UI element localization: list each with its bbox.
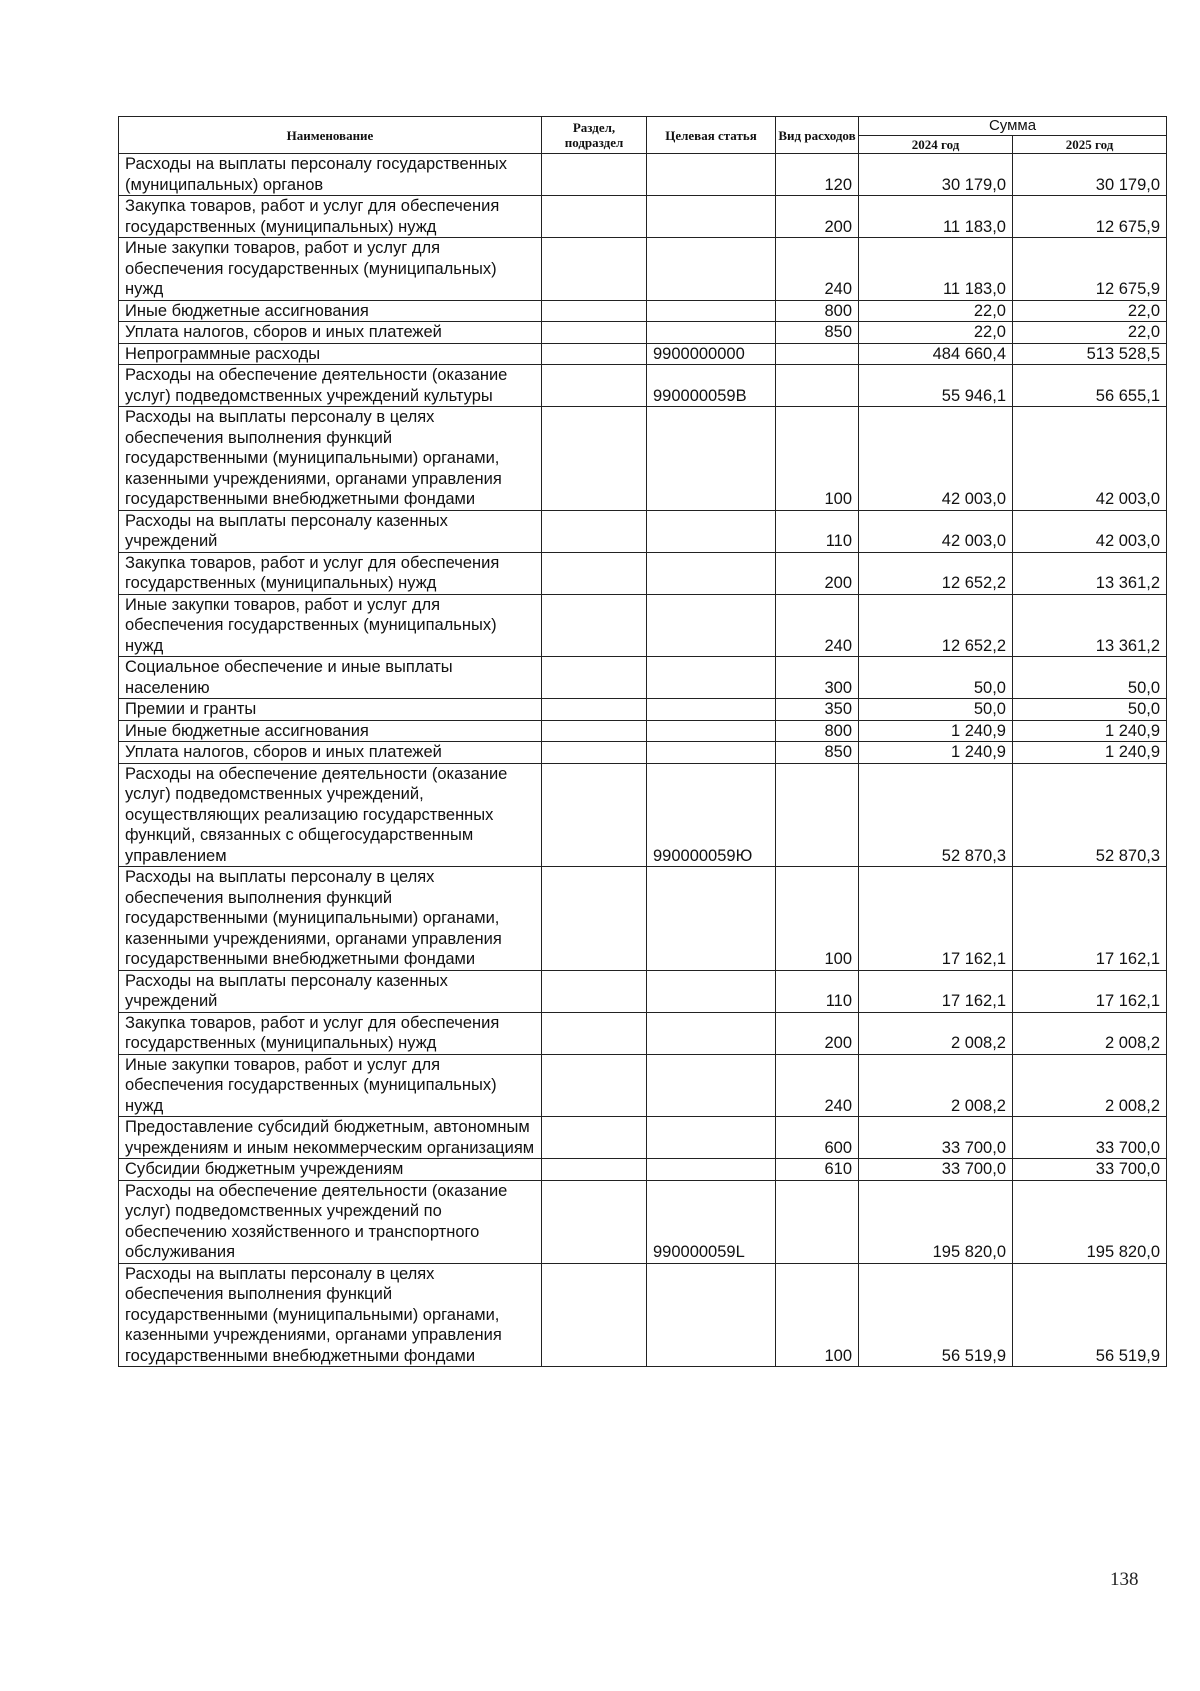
row-kind: 110 [776, 510, 859, 552]
row-name: Расходы на обеспечение деятельности (оказание услуг) подведомственных учреждений по обеспечению хозяйственного и транспортного обслуживания [119, 1180, 542, 1263]
table-row [119, 300, 1167, 322]
row-sum-2024: 12 652,2 [859, 594, 1013, 657]
row-sum-2024: 50,0 [859, 657, 1013, 699]
row-name: Расходы на выплаты персоналу в целях обеспечения выполнения функций государственными (муниципальными) органами, казенными учреждениями, органами управления государственными внебюджетными фондами [119, 1263, 542, 1367]
row-kind: 240 [776, 1054, 859, 1117]
row-section [542, 322, 647, 344]
table-row [119, 322, 1167, 344]
row-sum-2025: 2 008,2 [1013, 1054, 1167, 1117]
row-sum-2024: 22,0 [859, 300, 1013, 322]
row-section [542, 657, 647, 699]
header-sum: Сумма [859, 117, 1167, 136]
row-section [542, 867, 647, 971]
table-row [119, 154, 1167, 196]
table-row [119, 407, 1167, 511]
row-kind: 100 [776, 407, 859, 511]
row-target [647, 154, 776, 196]
row-sum-2025: 13 361,2 [1013, 552, 1167, 594]
row-sum-2025: 17 162,1 [1013, 867, 1167, 971]
row-kind: 600 [776, 1117, 859, 1159]
row-target [647, 196, 776, 238]
row-name: Уплата налогов, сборов и иных платежей [119, 322, 542, 344]
row-name: Расходы на выплаты персоналу в целях обеспечения выполнения функций государственными (муниципальными) органами, казенными учреждениями, органами управления государственными внебюджетными фондами [119, 867, 542, 971]
header-year-2025: 2025 год [1013, 136, 1167, 154]
table-row [119, 343, 1167, 365]
row-sum-2025: 12 675,9 [1013, 196, 1167, 238]
row-sum-2025: 513 528,5 [1013, 343, 1167, 365]
row-kind: 100 [776, 867, 859, 971]
row-name: Расходы на обеспечение деятельности (оказание услуг) подведомственных учреждений культуры [119, 365, 542, 407]
row-name: Социальное обеспечение и иные выплаты населению [119, 657, 542, 699]
row-sum-2024: 11 183,0 [859, 238, 1013, 301]
row-section [542, 594, 647, 657]
table-row [119, 699, 1167, 721]
table-row [119, 552, 1167, 594]
row-section [542, 407, 647, 511]
row-sum-2025: 56 519,9 [1013, 1263, 1167, 1367]
row-sum-2025: 195 820,0 [1013, 1180, 1167, 1263]
row-sum-2025: 42 003,0 [1013, 407, 1167, 511]
row-sum-2025: 56 655,1 [1013, 365, 1167, 407]
row-section [542, 1263, 647, 1367]
row-kind: 850 [776, 322, 859, 344]
row-sum-2025: 12 675,9 [1013, 238, 1167, 301]
row-target [647, 322, 776, 344]
table-row [119, 1180, 1167, 1263]
row-name: Иные закупки товаров, работ и услуг для обеспечения государственных (муниципальных) нужд [119, 594, 542, 657]
row-sum-2025: 22,0 [1013, 322, 1167, 344]
table-row [119, 1054, 1167, 1117]
row-sum-2024: 484 660,4 [859, 343, 1013, 365]
row-sum-2025: 22,0 [1013, 300, 1167, 322]
row-name: Расходы на выплаты персоналу казенных учреждений [119, 510, 542, 552]
row-target: 9900000000 [647, 343, 776, 365]
row-sum-2025: 1 240,9 [1013, 720, 1167, 742]
row-target [647, 510, 776, 552]
row-sum-2024: 50,0 [859, 699, 1013, 721]
table-header [119, 117, 1167, 154]
row-sum-2025: 33 700,0 [1013, 1117, 1167, 1159]
row-kind: 200 [776, 196, 859, 238]
row-sum-2025: 30 179,0 [1013, 154, 1167, 196]
row-section [542, 720, 647, 742]
row-target: 990000059L [647, 1180, 776, 1263]
row-target [647, 1054, 776, 1117]
row-target: 990000059Ю [647, 763, 776, 867]
row-kind: 610 [776, 1159, 859, 1181]
row-sum-2025: 52 870,3 [1013, 763, 1167, 867]
row-section [542, 196, 647, 238]
row-kind: 800 [776, 720, 859, 742]
row-section [542, 552, 647, 594]
row-kind: 800 [776, 300, 859, 322]
row-section [542, 300, 647, 322]
row-kind: 120 [776, 154, 859, 196]
table-row [119, 867, 1167, 971]
row-sum-2024: 17 162,1 [859, 867, 1013, 971]
header-kind: Вид расходов [776, 117, 859, 154]
row-name: Расходы на выплаты персоналу государственных (муниципальных) органов [119, 154, 542, 196]
row-name: Закупка товаров, работ и услуг для обеспечения государственных (муниципальных) нужд [119, 196, 542, 238]
header-section: Раздел, подраздел [542, 117, 647, 154]
row-sum-2024: 55 946,1 [859, 365, 1013, 407]
row-target [647, 742, 776, 764]
row-sum-2025: 1 240,9 [1013, 742, 1167, 764]
row-section [542, 1159, 647, 1181]
row-sum-2024: 2 008,2 [859, 1012, 1013, 1054]
header-name: Наименование [119, 117, 542, 154]
row-sum-2024: 11 183,0 [859, 196, 1013, 238]
table-row [119, 510, 1167, 552]
row-section [542, 1012, 647, 1054]
row-sum-2025: 17 162,1 [1013, 970, 1167, 1012]
header-target: Целевая статья [647, 117, 776, 154]
row-name: Уплата налогов, сборов и иных платежей [119, 742, 542, 764]
row-target [647, 552, 776, 594]
row-kind [776, 763, 859, 867]
row-kind: 300 [776, 657, 859, 699]
table-row [119, 720, 1167, 742]
row-kind: 850 [776, 742, 859, 764]
row-section [542, 1054, 647, 1117]
row-name: Непрограммные расходы [119, 343, 542, 365]
row-name: Закупка товаров, работ и услуг для обеспечения государственных (муниципальных) нужд [119, 1012, 542, 1054]
row-kind: 100 [776, 1263, 859, 1367]
row-sum-2025: 42 003,0 [1013, 510, 1167, 552]
row-name: Расходы на выплаты персоналу в целях обеспечения выполнения функций государственными (муниципальными) органами, казенными учреждениями, органами управления государственными внебюджетными фондами [119, 407, 542, 511]
row-name: Субсидии бюджетным учреждениям [119, 1159, 542, 1181]
row-kind: 110 [776, 970, 859, 1012]
row-kind: 200 [776, 552, 859, 594]
row-sum-2024: 56 519,9 [859, 1263, 1013, 1367]
row-kind [776, 343, 859, 365]
row-sum-2025: 50,0 [1013, 699, 1167, 721]
table-row [119, 238, 1167, 301]
row-section [542, 742, 647, 764]
table-row [119, 970, 1167, 1012]
row-name: Иные бюджетные ассигнования [119, 300, 542, 322]
row-kind [776, 1180, 859, 1263]
budget-table [118, 116, 1167, 1367]
row-sum-2024: 33 700,0 [859, 1117, 1013, 1159]
row-kind [776, 365, 859, 407]
row-target [647, 238, 776, 301]
row-sum-2025: 50,0 [1013, 657, 1167, 699]
table-row [119, 1012, 1167, 1054]
row-name: Закупка товаров, работ и услуг для обеспечения государственных (муниципальных) нужд [119, 552, 542, 594]
row-name: Иные закупки товаров, работ и услуг для обеспечения государственных (муниципальных) нужд [119, 238, 542, 301]
row-target: 990000059В [647, 365, 776, 407]
row-sum-2024: 17 162,1 [859, 970, 1013, 1012]
row-target [647, 720, 776, 742]
row-sum-2024: 2 008,2 [859, 1054, 1013, 1117]
table-row [119, 1159, 1167, 1181]
table-body [119, 154, 1167, 1367]
row-sum-2024: 42 003,0 [859, 510, 1013, 552]
row-name: Премии и гранты [119, 699, 542, 721]
table-row [119, 763, 1167, 867]
row-target [647, 594, 776, 657]
page-number: 138 [1110, 1569, 1139, 1590]
row-target [647, 867, 776, 971]
table-row [119, 196, 1167, 238]
row-sum-2024: 12 652,2 [859, 552, 1013, 594]
row-section [542, 1180, 647, 1263]
row-sum-2024: 30 179,0 [859, 154, 1013, 196]
row-target [647, 1117, 776, 1159]
row-target [647, 970, 776, 1012]
row-target [647, 699, 776, 721]
row-target [647, 1159, 776, 1181]
row-target [647, 1012, 776, 1054]
row-section [542, 510, 647, 552]
row-target [647, 657, 776, 699]
row-sum-2024: 42 003,0 [859, 407, 1013, 511]
row-sum-2024: 1 240,9 [859, 720, 1013, 742]
row-kind: 240 [776, 238, 859, 301]
row-section [542, 365, 647, 407]
row-section [542, 154, 647, 196]
row-section [542, 343, 647, 365]
row-sum-2025: 2 008,2 [1013, 1012, 1167, 1054]
table-row [119, 657, 1167, 699]
row-section [542, 763, 647, 867]
table-row [119, 742, 1167, 764]
row-section [542, 699, 647, 721]
row-sum-2025: 13 361,2 [1013, 594, 1167, 657]
row-section [542, 1117, 647, 1159]
header-year-2024: 2024 год [859, 136, 1013, 154]
row-target [647, 1263, 776, 1367]
row-section [542, 970, 647, 1012]
row-target [647, 300, 776, 322]
row-name: Расходы на выплаты персоналу казенных учреждений [119, 970, 542, 1012]
row-kind: 240 [776, 594, 859, 657]
row-sum-2024: 22,0 [859, 322, 1013, 344]
table-row [119, 1263, 1167, 1367]
row-sum-2024: 1 240,9 [859, 742, 1013, 764]
row-name: Предоставление субсидий бюджетным, автономным учреждениям и иным некоммерческим организациям [119, 1117, 542, 1159]
row-sum-2024: 33 700,0 [859, 1159, 1013, 1181]
table-row [119, 594, 1167, 657]
row-sum-2024: 52 870,3 [859, 763, 1013, 867]
row-sum-2024: 195 820,0 [859, 1180, 1013, 1263]
row-name: Расходы на обеспечение деятельности (оказание услуг) подведомственных учреждений, осуществляющих реализацию государственных функций, связанных с общегосударственным управлением [119, 763, 542, 867]
row-sum-2025: 33 700,0 [1013, 1159, 1167, 1181]
row-name: Иные закупки товаров, работ и услуг для обеспечения государственных (муниципальных) нужд [119, 1054, 542, 1117]
row-kind: 350 [776, 699, 859, 721]
row-name: Иные бюджетные ассигнования [119, 720, 542, 742]
row-target [647, 407, 776, 511]
row-kind: 200 [776, 1012, 859, 1054]
table-row [119, 1117, 1167, 1159]
row-section [542, 238, 647, 301]
table-row [119, 365, 1167, 407]
